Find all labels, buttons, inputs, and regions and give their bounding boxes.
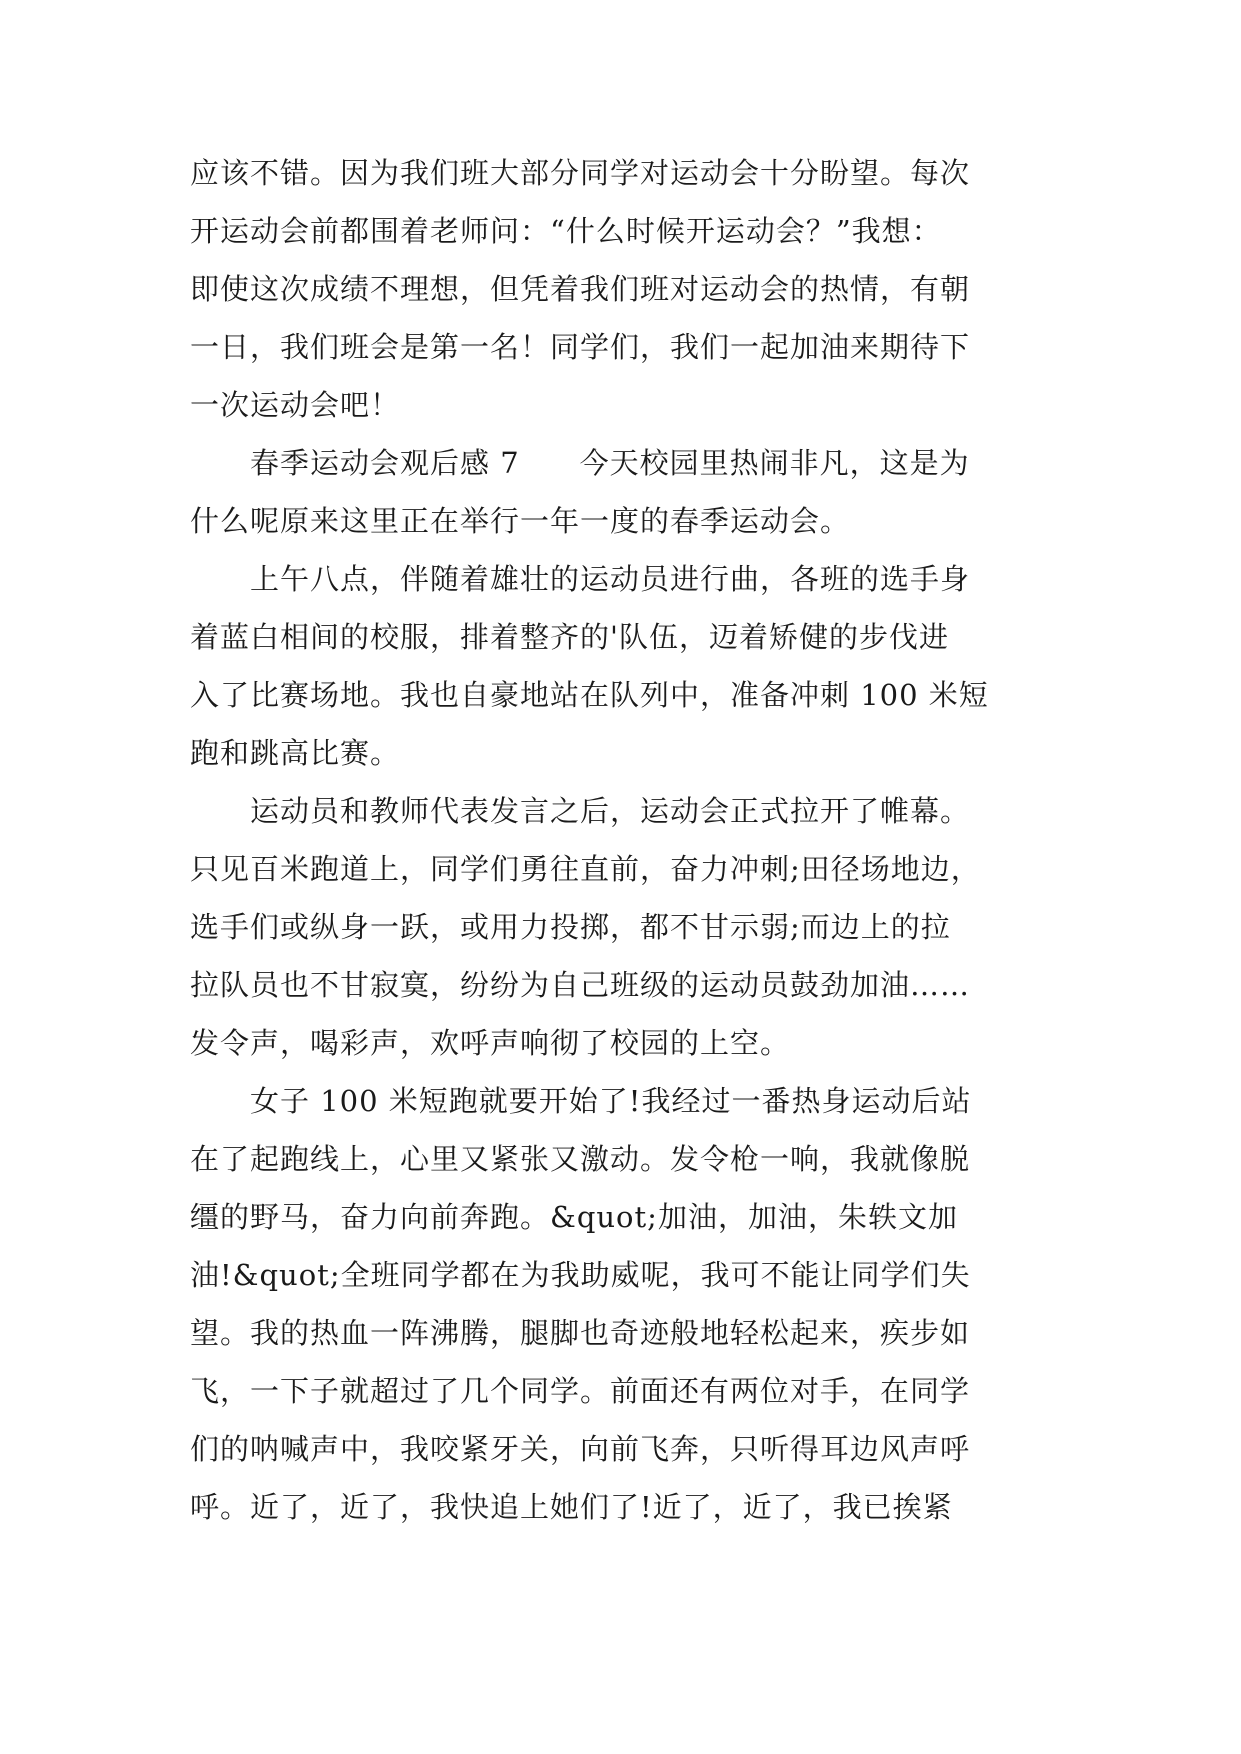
document-body	[190, 144, 1050, 1536]
text-line: 着蓝白相间的校服，排着整齐的'队伍，迈着矫健的步伐进	[190, 620, 949, 654]
text-line: 跑和跳高比赛。	[190, 736, 401, 770]
text-line: 拉队员也不甘寂寞，纷纷为自己班级的运动员鼓劲加油……	[190, 968, 971, 1002]
text-line: 缰的野马，奋力向前奔跑。&quot;加油，加油，朱轶文加	[190, 1200, 958, 1234]
text-line: 选手们或纵身一跃，或用力投掷，都不甘示弱;而边上的拉	[190, 910, 951, 944]
text-line: 上午八点，伴随着雄壮的运动员进行曲，各班的选手身	[190, 562, 971, 596]
text-line: 呼。近了，近了，我快追上她们了!近了，近了，我已挨紧	[190, 1490, 953, 1524]
text-line: 即使这次成绩不理想，但凭着我们班对运动会的热情，有朝	[190, 272, 971, 306]
text-line: 女子 100 米短跑就要开始了!我经过一番热身运动后站	[190, 1084, 972, 1118]
text-line: 一次运动会吧！	[190, 388, 401, 422]
text-line: 应该不错。因为我们班大部分同学对运动会十分盼望。每次	[190, 156, 971, 190]
text-line: 望。我的热血一阵沸腾，腿脚也奇迹般地轻松起来，疾步如	[190, 1316, 971, 1350]
text-line: 入了比赛场地。我也自豪地站在队列中，准备冲刺 100 米短	[190, 678, 989, 712]
text-line: 油!&quot;全班同学都在为我助威呢，我可不能让同学们失	[190, 1258, 971, 1292]
text-line: 春季运动会观后感 7 今天校园里热闹非凡，这是为	[190, 446, 970, 480]
text-line: 发令声，喝彩声，欢呼声响彻了校园的上空。	[190, 1026, 791, 1060]
text-line: 只见百米跑道上，同学们勇往直前，奋力冲刺;田径场地边，	[190, 852, 981, 886]
text-line: 在了起跑线上，心里又紧张又激动。发令枪一响，我就像脱	[190, 1142, 971, 1176]
text-line: 开运动会前都围着老师问：“什么时候开运动会？”我想：	[190, 214, 942, 248]
text-line: 一日，我们班会是第一名！同学们，我们一起加油来期待下	[190, 330, 971, 364]
text-line: 运动员和教师代表发言之后，运动会正式拉开了帷幕。	[190, 794, 971, 828]
text-line: 们的呐喊声中，我咬紧牙关，向前飞奔，只听得耳边风声呼	[190, 1432, 971, 1466]
text-line: 飞，一下子就超过了几个同学。前面还有两位对手，在同学	[190, 1374, 971, 1408]
text-line: 什么呢原来这里正在举行一年一度的春季运动会。	[190, 504, 851, 538]
